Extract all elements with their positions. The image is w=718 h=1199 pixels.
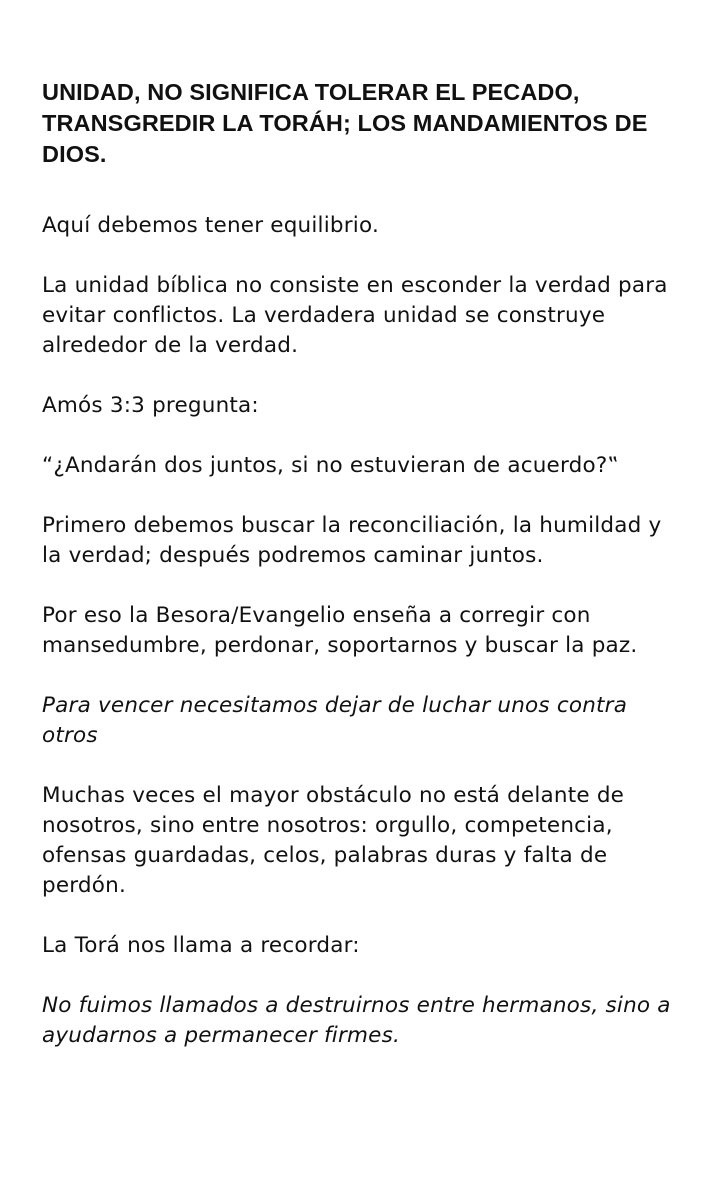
paragraph-closing: No fuimos llamados a destruirnos entre hermanos, sino a ayudarnos a permanecer firmes. [42, 993, 671, 1048]
paragraph-reconciliation: Primero debemos buscar la reconciliación, la humildad y la verdad; después podremos caminar juntos. [42, 513, 662, 568]
paragraph-unity: La unidad bíblica no consiste en esconder la verdad para evitar conflictos. La verdadera unidad se construye alrededor de la verdad. [42, 273, 668, 358]
paragraph-italic-heading: Para vencer necesitamos dejar de luchar unos contra otros [42, 693, 628, 748]
paragraph-quote: “¿Andarán dos juntos, si no estuvieran de acuerdo?‟ [42, 453, 619, 478]
paragraph-intro: Aquí debemos tener equilibrio. [42, 213, 379, 238]
paragraph-obstacle: Muchas veces el mayor obstáculo no está delante de nosotros, sino entre nosotros: orgullo, competencia, ofensas guardadas, celos, palabras duras y falta de perdón. [42, 783, 625, 898]
paragraph-tora: La Torá nos llama a recordar: [42, 933, 360, 958]
document-title: UNIDAD, NO SIGNIFICA TOLERAR EL PECADO, TRANSGREDIR LA TORÁH; LOS MANDAMIENTOS DE DIOS. [42, 79, 648, 167]
document-page [42, 77, 682, 1081]
paragraph-besora: Por eso la Besora/Evangelio enseña a corregir con mansedumbre, perdonar, soportarnos y buscar la paz. [42, 603, 638, 658]
paragraph-amos-ref: Amós 3:3 pregunta: [42, 393, 259, 418]
